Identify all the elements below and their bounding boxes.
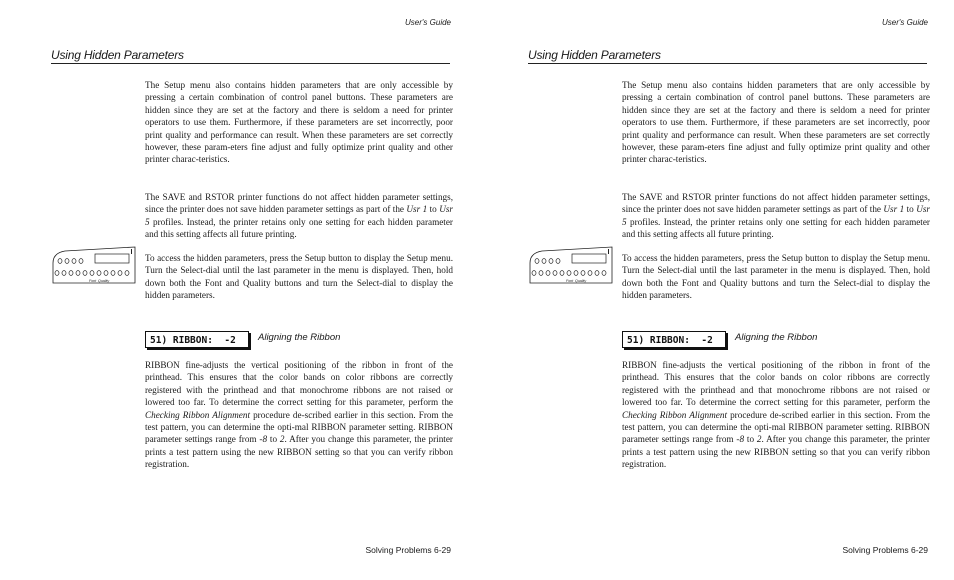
page-footer: Solving Problems 6-29 xyxy=(365,545,451,555)
usr5-term: Usr 5 xyxy=(145,204,453,227)
intro-paragraph: The Setup menu also contains hidden parameters that are only accessible by pressing a certain combination of control panel buttons. These parameters are hidden since they are set at the factory and there is seldom a need for printer operators to use them. Furthermore, if these parameters are set incorrectly, poor print quality and performance can result. When these parameters are set correctly however, these param-eters fine adjust and fully optimize print quality and other printer charac-teristics. xyxy=(622,80,930,165)
save-rstor-paragraph xyxy=(622,191,930,241)
text-run: to xyxy=(744,434,757,445)
text-run: RIBBON fine-adjusts the vertical positioning of the ribbon in front of the printhead. This ensures that the color bands on color ribbons are correctly registered with the printhead and that monochrome ribbons are not raised or lowered too far. To determine the correct setting for this parameter, perform the xyxy=(622,360,930,408)
access-paragraph: To access the hidden parameters, press the Setup button to display the Setup menu. Turn the Select-dial until the last parameter in the menu is displayed. Then, hold down both the Font and Quality buttons and turn the Select-dial to display the hidden parameters. xyxy=(622,253,930,301)
right-page xyxy=(477,0,954,580)
text-run: . After you change this parameter, the printer prints a test pattern using the new RIBBON setting so that you can verify ribbon registration. xyxy=(622,434,930,470)
section-title: Using Hidden Parameters xyxy=(528,48,927,64)
running-header: User's Guide xyxy=(882,18,928,27)
lcd-display: 51) RIBBON: -2 xyxy=(622,331,726,348)
range-max: 2 xyxy=(279,434,285,445)
text-run: . After you change this parameter, the printer prints a test pattern using the new RIBBON setting so that you can verify ribbon registration. xyxy=(145,434,453,470)
text-run: to xyxy=(904,204,917,215)
usr5-term: Usr 5 xyxy=(622,204,930,227)
control-panel-illustration xyxy=(528,245,616,285)
intro-paragraph: The Setup menu also contains hidden parameters that are only accessible by pressing a certain combination of control panel buttons. These parameters are hidden since they are set at the factory and there is seldom a need for printer operators to use them. Furthermore, if these parameters are set incorrectly, poor print quality and performance can result. When these parameters are set correctly however, these param-eters fine adjust and fully optimize print quality and other printer charac-teristics. xyxy=(145,80,453,165)
range-max: 2 xyxy=(756,434,762,445)
ribbon-paragraph xyxy=(145,359,453,471)
text-run: The SAVE and RSTOR printer functions do not affect hidden parameter settings, since the printer does not save hidden parameter settings as part of the xyxy=(622,192,930,215)
quality-button-label: Quality xyxy=(98,279,110,283)
save-rstor-paragraph xyxy=(145,191,453,241)
text-run: RIBBON fine-adjusts the vertical positioning of the ribbon in front of the printhead. This ensures that the color bands on color ribbons are correctly registered with the printhead and that monochrome ribbons are not raised or lowered too far. To determine the correct setting for this parameter, perform the xyxy=(145,360,453,408)
section-title: Using Hidden Parameters xyxy=(51,48,450,64)
text-run: profiles. Instead, the printer retains only one setting for each hidden parameter and this setting affects all future printing. xyxy=(145,216,453,240)
lcd-display: 51) RIBBON: -2 xyxy=(145,331,249,348)
ribbon-paragraph xyxy=(622,359,930,471)
range-min: -8 xyxy=(736,434,745,445)
control-panel-illustration xyxy=(51,245,139,285)
page-footer: Solving Problems 6-29 xyxy=(842,545,928,555)
quality-button-label: Quality xyxy=(575,279,587,283)
range-min: -8 xyxy=(259,434,268,445)
lcd-caption: Aligning the Ribbon xyxy=(735,332,818,343)
procedure-name: Checking Ribbon Alignment xyxy=(622,409,727,420)
text-run: profiles. Instead, the printer retains only one setting for each hidden parameter and this setting affects all future printing. xyxy=(622,216,930,240)
font-button-label: Font xyxy=(89,279,97,283)
text-run: to xyxy=(267,434,280,445)
usr1-term: Usr 1 xyxy=(883,204,905,215)
text-run: procedure de-scribed earlier in this section. From the test pattern, you can determine the opti-mal RIBBON parameter setting. RIBBON parameter settings range from xyxy=(145,409,453,445)
access-paragraph: To access the hidden parameters, press the Setup button to display the Setup menu. Turn the Select-dial until the last parameter in the menu is displayed. Then, hold down both the Font and Quality buttons and turn the Select-dial to display the hidden parameters. xyxy=(145,253,453,301)
text-run: The SAVE and RSTOR printer functions do not affect hidden parameter settings, since the printer does not save hidden parameter settings as part of the xyxy=(145,192,453,215)
text-run: procedure de-scribed earlier in this section. From the test pattern, you can determine the opti-mal RIBBON parameter setting. RIBBON parameter settings range from xyxy=(622,409,930,445)
procedure-name: Checking Ribbon Alignment xyxy=(145,409,250,420)
text-run: to xyxy=(427,204,440,215)
usr1-term: Usr 1 xyxy=(406,204,428,215)
lcd-caption: Aligning the Ribbon xyxy=(258,332,341,343)
font-button-label: Font xyxy=(566,279,574,283)
running-header: User's Guide xyxy=(405,18,451,27)
